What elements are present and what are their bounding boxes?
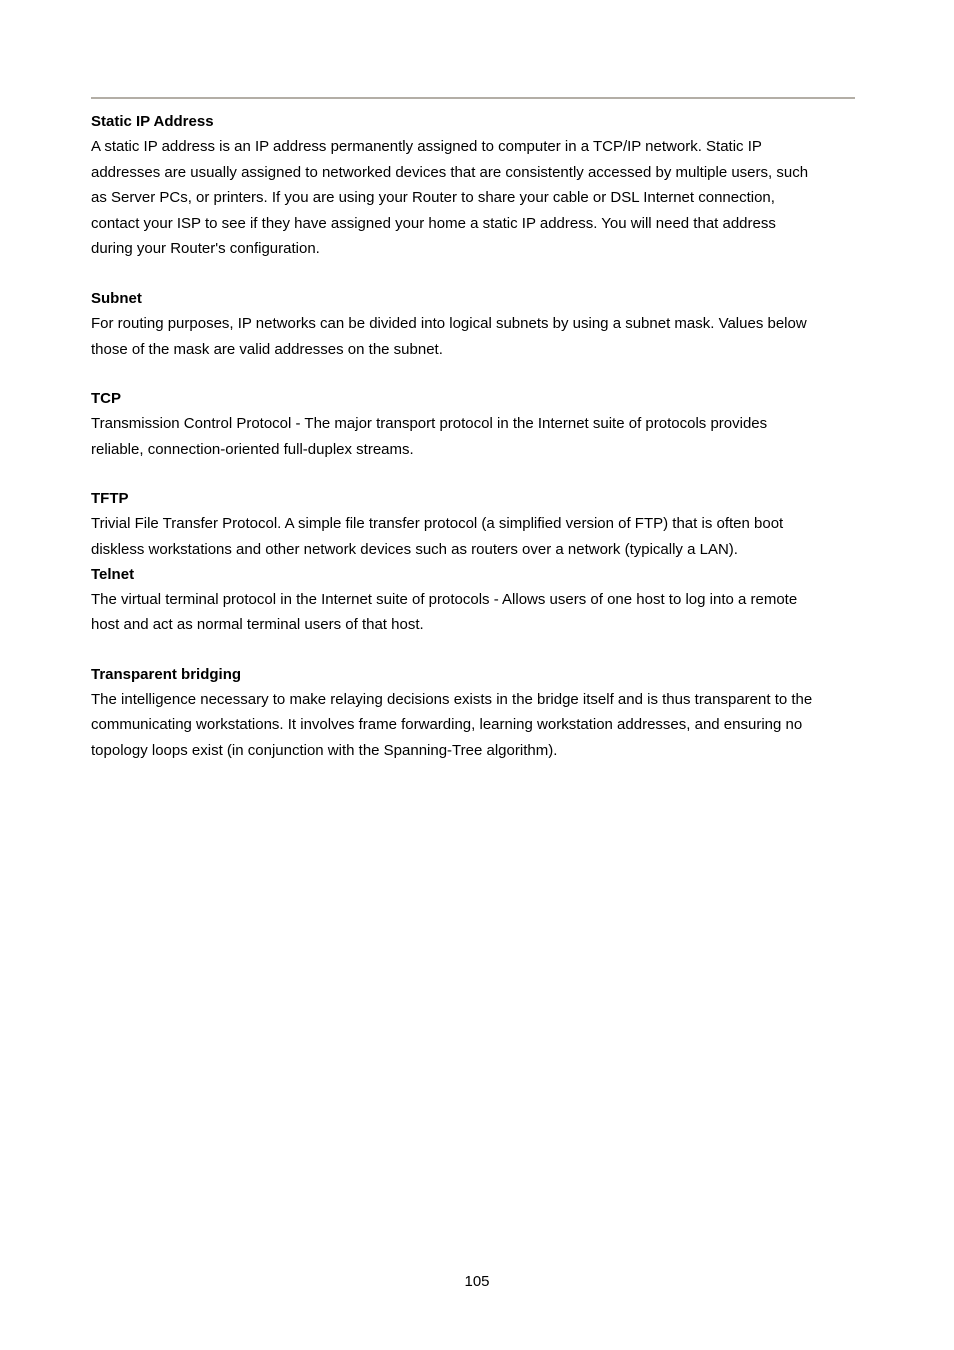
spacer [91,362,866,387]
description-line: reliable, connection-oriented full-duplex streams. [91,440,414,458]
description-line: contact your ISP to see if they have assigned your home a static IP address. You will need that address [91,214,776,232]
description-line: Trivial File Transfer Protocol. A simple file transfer protocol (a simplified version of FTP) that is often boot [91,515,784,533]
term-heading: Static IP Address [91,113,214,130]
description-line: topology loops exist (in conjunction with the Spanning-Tree algorithm). [91,741,558,759]
term-description [91,411,866,462]
description-line: communicating workstations. It involves frame forwarding, learning workstation addresses, and ensuring no [91,716,803,734]
description-line: The intelligence necessary to make relaying decisions exists in the bridge itself and is thus transparent to the [91,690,813,708]
glossary-content [91,110,866,764]
glossary-entry-tcp [91,387,866,462]
term-heading: TCP [91,390,121,408]
term-description [91,687,866,764]
term-heading: Subnet [91,289,142,307]
term-description [91,134,866,262]
spacer [91,262,866,287]
term-description [91,511,866,562]
description-line: host and act as normal terminal users of that host. [91,616,424,634]
description-line: those of the mask are valid addresses on the subnet. [91,340,443,358]
glossary-entry-static-ip-address [91,110,866,262]
description-line: during your Router's configuration. [91,240,320,258]
glossary-entry-tftp [91,487,866,562]
term-heading: TFTP [91,490,129,508]
spacer [91,462,866,487]
spacer [91,638,866,663]
description-line: Transmission Control Protocol - The major transport protocol in the Internet suite of protocols provides [91,415,768,433]
description-line: addresses are usually assigned to networked devices that are consistently accessed by multiple users, such [91,163,809,181]
term-description [91,587,866,638]
description-line: For routing purposes, IP networks can be divided into logical subnets by using a subnet mask. Values below [91,314,807,332]
description-line: diskless workstations and other network devices such as routers over a network (typically a LAN). [91,540,738,558]
term-heading: Telnet [91,565,135,583]
description-line: The virtual terminal protocol in the Internet suite of protocols - Allows users of one host to log into a remote [91,590,798,608]
glossary-entry-subnet [91,287,866,362]
term-description [91,311,866,362]
term-heading: Transparent bridging [91,665,242,683]
header-rule [91,97,855,99]
description-line: as Server PCs, or printers. If you are using your Router to share your cable or DSL Internet connection, [91,189,775,207]
description-line: A static IP address is an IP address permanently assigned to computer in a TCP/IP network. Static IP [91,138,762,155]
glossary-entry-telnet [91,563,866,638]
page-number: 105 [464,1273,490,1290]
glossary-entry-transparent-bridging [91,663,866,764]
